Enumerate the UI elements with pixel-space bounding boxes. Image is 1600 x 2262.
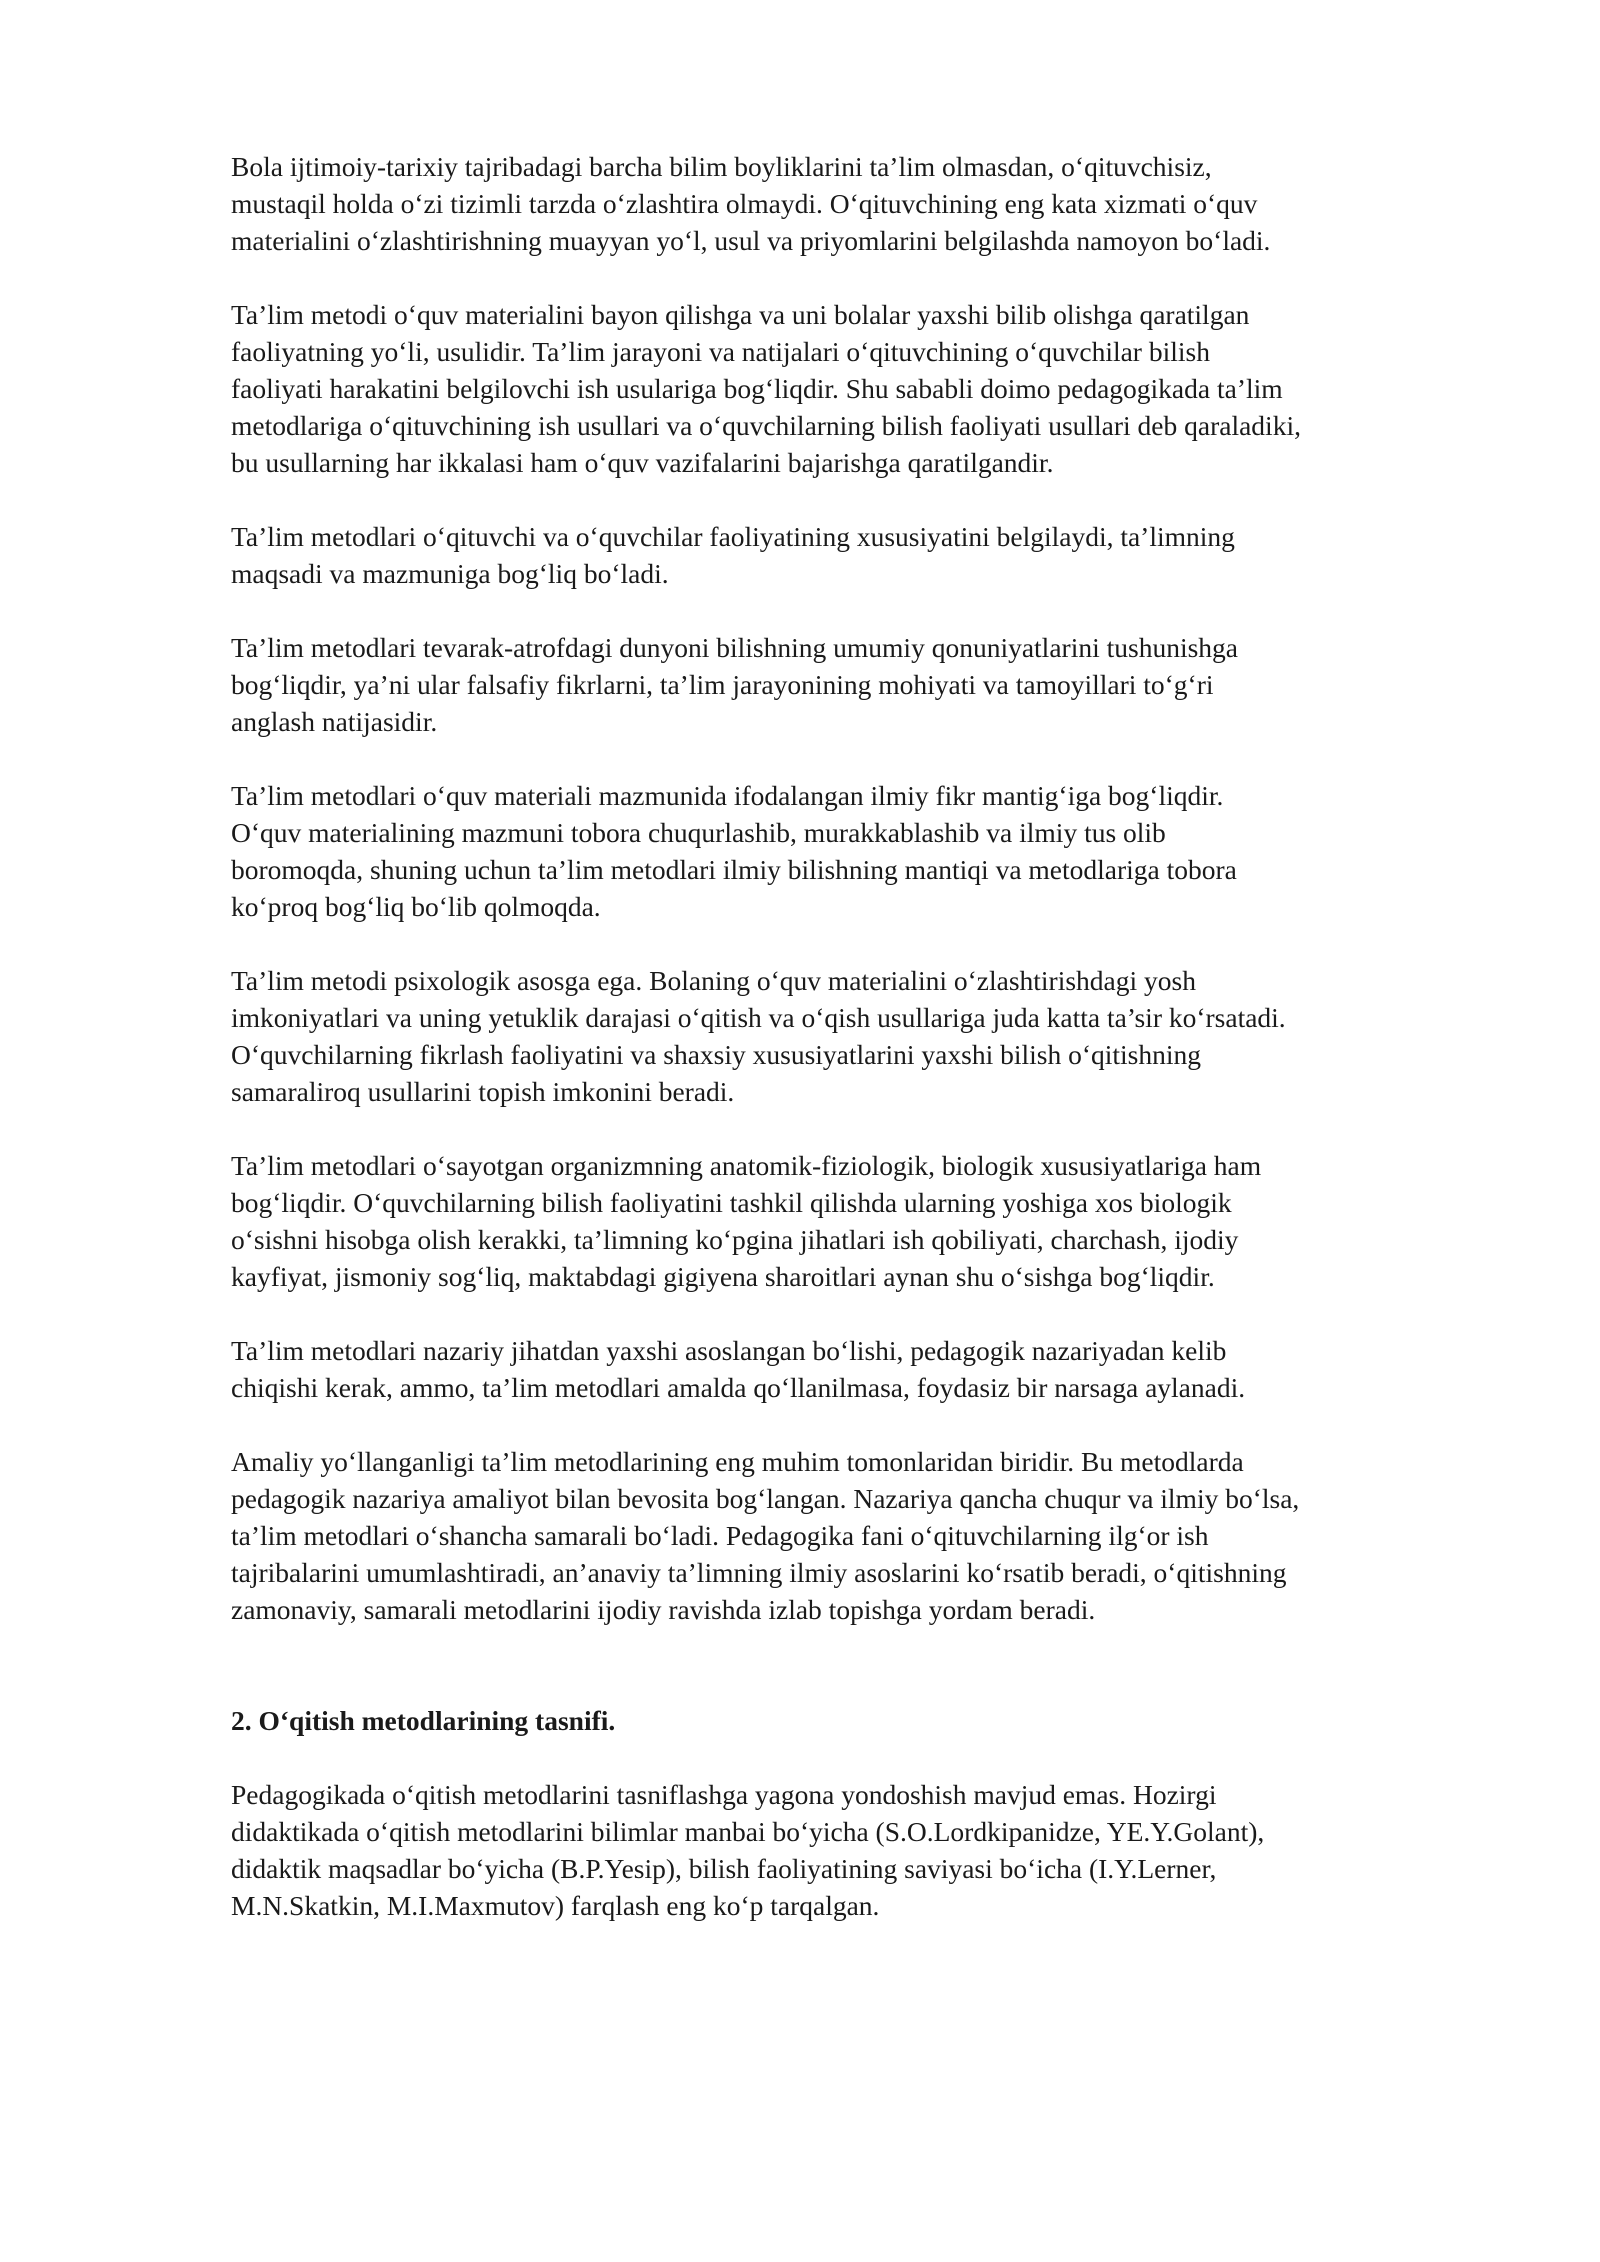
paragraph-line: zamonaviy, samarali metodlarini ijodiy ravishda izlab topishga yordam beradi. [231,1594,1096,1625]
paragraph-line: Pedagogikada o‘qitish metodlarini tasniflashga yagona yondoshish mavjud emas. Hozirgi [231,1779,1217,1810]
paragraph-line: didaktik maqsadlar bo‘yicha (B.P.Yesip), bilish faoliyatining saviyasi bo‘icha (I.Y.Lerner, [231,1853,1217,1884]
document-body [231,148,1491,1961]
paragraph-line: Amaliy yo‘llanganligi ta’lim metodlarining eng muhim tomonlaridan biridir. Bu metodlarda [231,1446,1244,1477]
paragraph-line: chiqishi kerak, ammo, ta’lim metodlari amalda qo‘llanilmasa, foydasiz bir narsaga aylanadi. [231,1372,1246,1403]
paragraph-2 [231,296,1491,481]
paragraph-line: kayfiyat, jismoniy sog‘liq, maktabdagi gigiyena sharoitlari aynan shu o‘sishga bog‘liqdir. [231,1261,1215,1292]
paragraph-line: metodlariga o‘qituvchining ish usullari va o‘quvchilarning bilish faoliyati usullari deb qaraladiki, [231,410,1301,441]
paragraph-5 [231,777,1491,925]
paragraph-7 [231,1147,1491,1295]
paragraph-line: Ta’lim metodlari nazariy jihatdan yaxshi asoslangan bo‘lishi, pedagogik nazariyadan kelib [231,1335,1227,1366]
paragraph-line: Ta’lim metodi o‘quv materialini bayon qilishga va uni bolalar yaxshi bilib olishga qaratilgan [231,299,1250,330]
paragraph-9 [231,1443,1491,1628]
paragraph-line: ko‘proq bog‘liq bo‘lib qolmoqda. [231,891,601,922]
paragraph-line: pedagogik nazariya amaliyot bilan bevosita bog‘langan. Nazariya qancha chuqur va ilmiy bo‘lsa, [231,1483,1300,1514]
paragraph-4 [231,629,1491,740]
paragraph-line: imkoniyatlari va uning yetuklik darajasi o‘qitish va o‘qish usullariga juda katta ta’sir ko‘rsatadi. [231,1002,1286,1033]
paragraph-line: mustaqil holda o‘zi tizimli tarzda o‘zlashtira olmaydi. O‘qituvchining eng kata xizmati o‘quv [231,188,1258,219]
paragraph-line: O‘quvchilarning fikrlash faoliyatini va shaxsiy xususiyatlarini yaxshi bilish o‘qitishning [231,1039,1202,1070]
paragraph-line: Ta’lim metodlari o‘qituvchi va o‘quvchilar faoliyatining xususiyatini belgilaydi, ta’limning [231,521,1235,552]
paragraph-line: boromoqda, shuning uchun ta’lim metodlari ilmiy bilishning mantiqi va metodlariga tobora [231,854,1237,885]
paragraph-line: samaraliroq usullarini topish imkonini beradi. [231,1076,735,1107]
paragraph-line: o‘sishni hisobga olish kerakki, ta’limning ko‘pgina jihatlari ish qobiliyati, charchash, ijodiy [231,1224,1239,1255]
paragraph-line: bog‘liqdir, ya’ni ular falsafiy fikrlarni, ta’lim jarayonining mohiyati va tamoyillari to‘g‘ri [231,669,1214,700]
paragraph-1 [231,148,1491,259]
paragraph-line: Bola ijtimoiy-tarixiy tajribadagi barcha bilim boyliklarini ta’lim olmasdan, o‘qituvchisiz, [231,151,1212,182]
paragraph-6 [231,962,1491,1110]
paragraph-line: Ta’lim metodi psixologik asosga ega. Bolaning o‘quv materialini o‘zlashtirishdagi yosh [231,965,1196,996]
paragraph-3 [231,518,1491,592]
paragraph-line: didaktikada o‘qitish metodlarini bilimlar manbai bo‘yicha (S.O.Lordkipanidze, YE.Y.Golant), [231,1816,1265,1847]
paragraph-line: M.N.Skatkin, M.I.Maxmutov) farqlash eng ko‘p tarqalgan. [231,1890,880,1921]
paragraph-10 [231,1776,1491,1924]
paragraph-line: faoliyatning yo‘li, usulidir. Ta’lim jarayoni va natijalari o‘qituvchining o‘quvchilar bilish [231,336,1210,367]
paragraph-line: bog‘liqdir. O‘quvchilarning bilish faoliyatini tashkil qilishda ularning yoshiga xos biologik [231,1187,1232,1218]
paragraph-line: bu usullarning har ikkalasi ham o‘quv vazifalarini bajarishga qaratilgandir. [231,447,1054,478]
paragraph-line: Ta’lim metodlari o‘quv materiali mazmunida ifodalangan ilmiy fikr mantig‘iga bog‘liqdir. [231,780,1224,811]
paragraph-line: O‘quv materialining mazmuni tobora chuqurlashib, murakkablashib va ilmiy tus olib [231,817,1166,848]
paragraph-line: Ta’lim metodlari tevarak-atrofdagi dunyoni bilishning umumiy qonuniyatlarini tushunishga [231,632,1238,663]
section-heading: 2. O‘qitish metodlarining tasnifi. [231,1705,616,1736]
paragraph-line: anglash natijasidir. [231,706,438,737]
paragraph-line: Ta’lim metodlari o‘sayotgan organizmning anatomik-fiziologik, biologik xususiyatlariga ham [231,1150,1262,1181]
paragraph-line: materialini o‘zlashtirishning muayyan yo‘l, usul va priyomlarini belgilashda namoyon bo‘ladi. [231,225,1271,256]
paragraph-line: tajribalarini umumlashtiradi, an’anaviy ta’limning ilmiy asoslarini ko‘rsatib beradi, o‘qitishning [231,1557,1287,1588]
paragraph-8 [231,1332,1491,1406]
paragraph-line: ta’lim metodlari o‘shancha samarali bo‘ladi. Pedagogika fani o‘qituvchilarning ilg‘or ish [231,1520,1209,1551]
paragraph-line: maqsadi va mazmuniga bog‘liq bo‘ladi. [231,558,669,589]
paragraph-line: faoliyati harakatini belgilovchi ish usulariga bog‘liqdir. Shu sababli doimo pedagogikada ta’lim [231,373,1283,404]
